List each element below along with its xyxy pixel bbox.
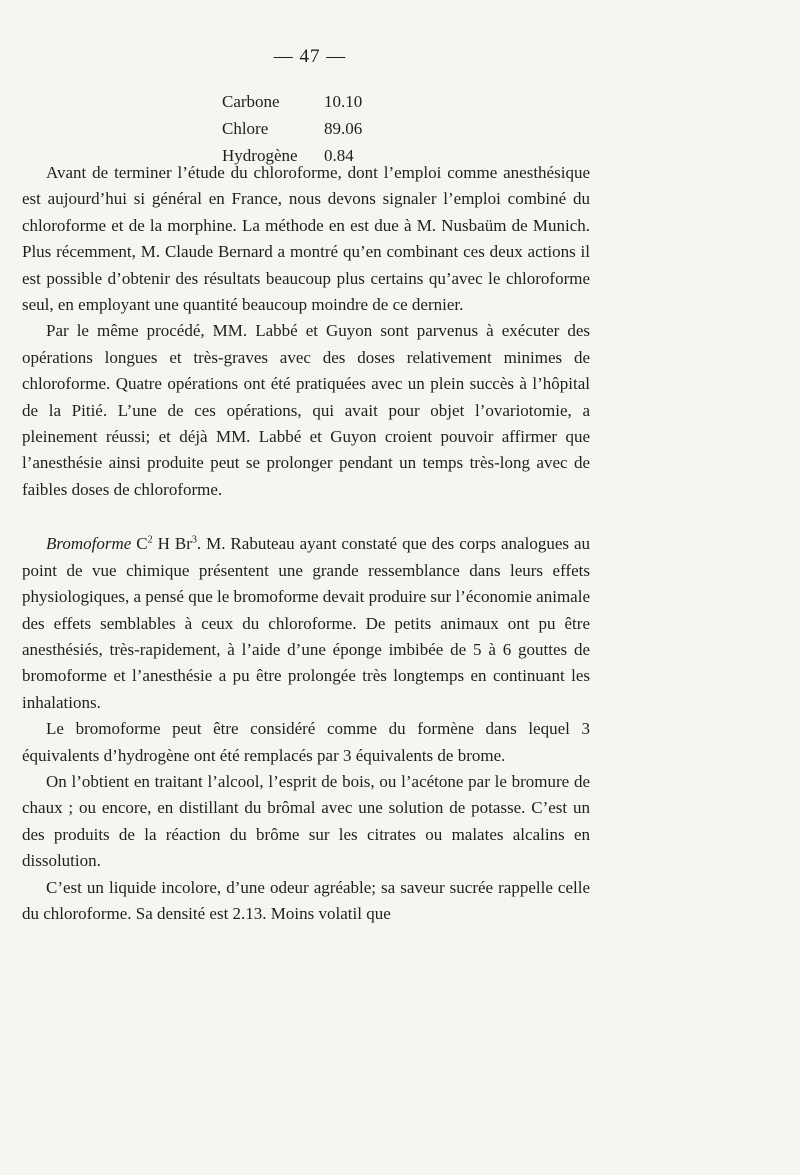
element-value: 10.10 xyxy=(324,92,363,111)
element-value: 89.06 xyxy=(324,119,363,138)
formula-carbon: C xyxy=(136,534,148,554)
element-value: 0.84 xyxy=(324,146,354,165)
element-name: Hydrogène xyxy=(222,146,298,165)
body-text xyxy=(22,160,590,927)
formula-carbon-sup: 2 xyxy=(147,534,153,546)
formula-br-sup: 3 xyxy=(191,534,197,546)
paragraph-bromoforme-text: . M. Rabuteau ayant constaté que des corps analogues au point de vue chimique présentent une grande ressemblance dans leurs effets physiologiques, a pensé que le bromoforme devait produire sur l’économie animale des effets semblables à ceux du chloroforme. De petits animaux ont pu être anesthésiés, très-rapidement, à l’aide d’une éponge imbibée de 5 à 6 gouttes de bromoforme et l’anesthésie a pu être prolongée très longtemps en continuant les inhalations. xyxy=(22,534,591,712)
section-title: Bromoforme xyxy=(46,534,132,554)
composition-row xyxy=(222,115,404,142)
paragraph-formene: Le bromoforme peut être considéré comme du formène dans lequel 3 équivalents d’hydrogène ont été remplacés par 3 équivalents de brome. xyxy=(22,719,590,765)
formula-hbr: H Br xyxy=(157,534,192,554)
element-name: Carbone xyxy=(222,92,280,111)
composition-table xyxy=(222,88,404,169)
element-name: Chlore xyxy=(222,119,269,138)
paragraph-preparation: On l’obtient en traitant l’alcool, l’esprit de bois, ou l’acétone par le bromure de chaux ; ou encore, en distillant du brômal avec une solution de potasse. C’est un des produits de la réaction du brôme sur les citrates ou malates alcalins en dissolution. xyxy=(22,771,590,871)
page-number: — 47 — xyxy=(273,46,347,67)
paragraph-morphine: Avant de terminer l’étude du chloroforme, dont l’emploi comme anesthésique est aujourd’hui si général en France, nous devons signaler l’emploi combiné du chloroforme et de la morphine. La méthode en est due à M. Nusbaüm de Munich. Plus récemment, M. Claude Bernard a montré qu’en combinant ces deux actions il est possible d’obtenir des résultats beaucoup plus certains qu’avec le chloroforme seul, en employant une quantité beaucoup moindre de ce dernier. xyxy=(22,163,590,315)
paragraph-bromoforme xyxy=(22,531,590,716)
composition-row xyxy=(222,88,404,115)
paragraph-labbe-guyon: Par le même procédé, MM. Labbé et Guyon sont parvenus à exécuter des opérations longues et très-graves avec des doses relativement minimes de chloroforme. Quatre opérations ont été pratiquées avec un plein succès à l’hôpital de la Pitié. L’une de ces opérations, qui avait pour objet l’ovariotomie, a pleinement réussi; et déjà MM. Labbé et Guyon croient pouvoir affirmer que l’anesthésie ainsi produite peut se prolonger pendant un temps très-long avec de faibles doses de chloroforme. xyxy=(22,321,590,499)
paragraph-properties: C’est un liquide incolore, d’une odeur agréable; sa saveur sucrée rappelle celle du chloroforme. Sa densité est 2.13. Moins volatil que xyxy=(22,877,590,923)
